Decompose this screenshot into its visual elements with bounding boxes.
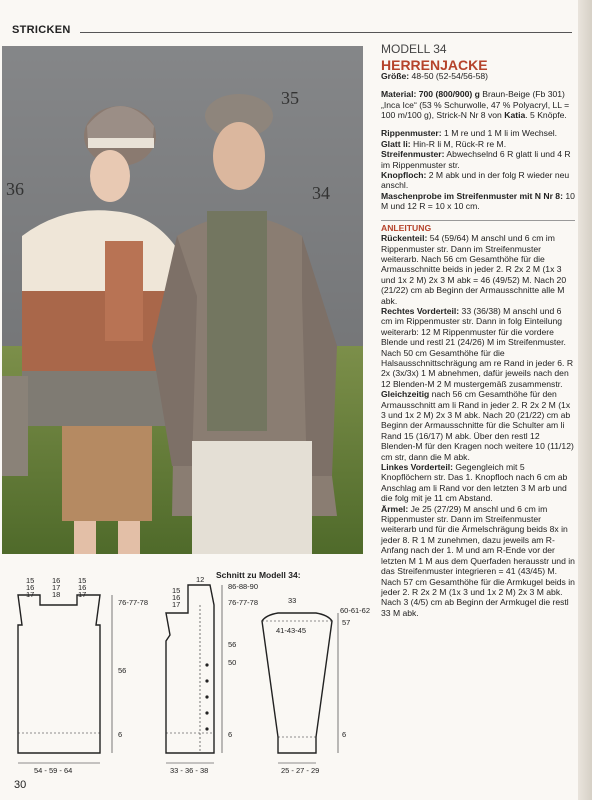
photo-label-34: 34 [312, 183, 330, 203]
back-top-mid-1: 16 [52, 576, 61, 585]
material-paragraph: Material: 700 (800/900) g Braun-Beige (Fb 301) „Inca Ice“ (53 % Schurwolle, 47 % Polyacryl, LL = 100 m/100 g), Strick-N Nr 8 von Katia. 5 Knöpfe. [381, 89, 570, 121]
front-collar-height: 86-88-90 [228, 582, 259, 591]
back-body-height: 56 [118, 666, 127, 675]
rippen-paragraph: Rippenmuster: 1 M re und 1 M li im Wechsel. [381, 128, 558, 139]
back-top-right-2: 16 [78, 583, 87, 592]
streifen-paragraph: Streifenmuster: Abwechselnd 6 R glatt li und 4 R im Rippenmuster str. [381, 149, 571, 170]
back-top-mid-3: 18 [52, 590, 61, 599]
sleeve-width: 25 - 27 - 29 [281, 766, 320, 775]
back-piece-diagram [18, 576, 148, 775]
front-shoulder-2: 16 [172, 593, 181, 602]
page-spine-shadow [578, 0, 592, 800]
aermel-paragraph: Ärmel: Je 25 (27/29) M anschl und 6 cm im Rippenmuster str. Dann im Streifenmuster weiterarb und für die Ärmelschrägung beids 8x in jeder 8. R 1 M zunehmen, dazu jeweils am R-Anfang nach der 1. M und am R-Ende vor der letzten M 1 M aus dem Querfaden herausstr und in das Streifenmuster integrieren = 41 (43/45) M. Nach 57 cm Gesamthöhe für die Armkugel beids in jeder 2. R 2x 2 M (1x 3 und 1x 2 M) 2x 3 M abk. Nach 3 (4/5) cm ab Beginn der Armkugel die restl 33 M abk. [381, 503, 575, 618]
back-top-left-1: 15 [26, 576, 35, 585]
front-piece-diagram [166, 575, 258, 775]
back-top-left-2: 16 [26, 583, 35, 592]
front-width: 33 - 36 - 38 [170, 766, 209, 775]
sleeve-upper-width: 41-43-45 [276, 626, 307, 635]
garment-title: HERRENJACKE [381, 57, 488, 74]
front-rib-height: 6 [228, 730, 233, 739]
photo-label-36: 36 [6, 179, 24, 199]
back-top-left-3: 17 [26, 590, 35, 599]
header-rule [80, 32, 572, 33]
sleeve-top-width: 33 [288, 596, 297, 605]
back-rib-height: 6 [118, 730, 123, 739]
sleeve-total-height: 60-61-62 [340, 606, 371, 615]
fashion-photo [2, 46, 363, 554]
instructions-column [381, 44, 575, 618]
model-number: MODELL 34 [381, 42, 447, 56]
maschenprobe-paragraph: Maschenprobe im Streifenmuster mit N Nr 8: 10 M und 12 R = 10 x 10 cm. [381, 190, 575, 212]
front-height-56: 56 [228, 640, 237, 649]
glatt-paragraph: Glatt li: Hin-R li M, Rück-R re M. [381, 138, 507, 149]
back-top-right-3: 17 [78, 590, 87, 599]
sleeve-height-57: 57 [342, 618, 351, 627]
size-paragraph: Größe: 48-50 (52-54/56-58) [381, 70, 488, 81]
page-header [12, 22, 572, 40]
knopfloch-paragraph: Knopfloch: 2 M abk und in der folg R wieder neu anschl. [381, 170, 570, 191]
photo-illustration [2, 46, 363, 554]
sleeve-rib-height: 6 [342, 730, 347, 739]
anleitung-heading: ANLEITUNG [381, 220, 575, 233]
back-top-right-1: 15 [78, 576, 87, 585]
schnitt-title: Schnitt zu Modell 34: [216, 570, 301, 580]
pattern-diagrams [0, 575, 376, 775]
back-armhole-height: 76-77-78 [118, 598, 149, 607]
page-number: 30 [14, 779, 27, 791]
rueckenteil-paragraph: Rückenteil: 54 (59/64) M anschl und 6 cm im Rippenmuster str. Dann im Streifenmuster weiterarb. Nach 56 cm Gesamthöhe für die Armausschnitte beids in jeder 2. R 2x 2 M (1x 3 und 1x 2 M) 2x 3 M abk = 46 (49/52) M. Nach 20 (21/22) cm ab Beginn der Armausschnitte alle M abk. [381, 233, 567, 306]
back-width: 54 - 59 - 64 [34, 766, 73, 775]
section-title: STRICKEN [12, 24, 71, 36]
front-shoulder-3: 17 [172, 600, 181, 609]
linkes-vorderteil-paragraph: Linkes Vorderteil: Gegengleich mit 5 Knopflöchern str. Das 1. Knopfloch nach 6 cm ab Anschlag am li Rand vor den letzten 3 M arb und die folg mit je 11 cm Abstand. [381, 462, 568, 504]
front-shoulder-1: 15 [172, 586, 181, 595]
photo-label-35: 35 [281, 88, 299, 108]
front-armhole-height: 76-77-78 [228, 598, 259, 607]
rechtes-vorderteil-paragraph: Rechtes Vorderteil: 33 (36/38) M anschl und 6 cm im Rippenmuster str. Dann in folg Einteilung weiterarb: 12 M Rippenmuster für die vordere Blende und restl 21 (24/26) M im Streifenmuster. Nach 50 cm Gesamthöhe für die Halsausschnittschrägung am re Rand in jeder 6. R 2x (3x/3x) 1 M abnehmen, dafür jeweils nach den 12 Blenden-M 2 M mustergemäß zusammenstr. Gleichzeitig nach 56 cm Gesamthöhe für den Armausschnitt am li Rand in jeder 2. R 2x 2 M (1x 3 und 1x 2 M) 2x 3 M abk. Nach 20 (21/22) cm ab Beginn der Armausschnitte für die Schulter am li Rand 15 (16/17) M abk. Über den restl 12 Blenden-M für den Kragen noch weitere 10 (11/12) cm str, dann die M abk. [381, 305, 574, 462]
sleeve-diagram [262, 596, 370, 775]
back-top-mid-2: 17 [52, 583, 61, 592]
front-collar-width: 12 [196, 575, 205, 584]
front-height-50: 50 [228, 658, 237, 667]
